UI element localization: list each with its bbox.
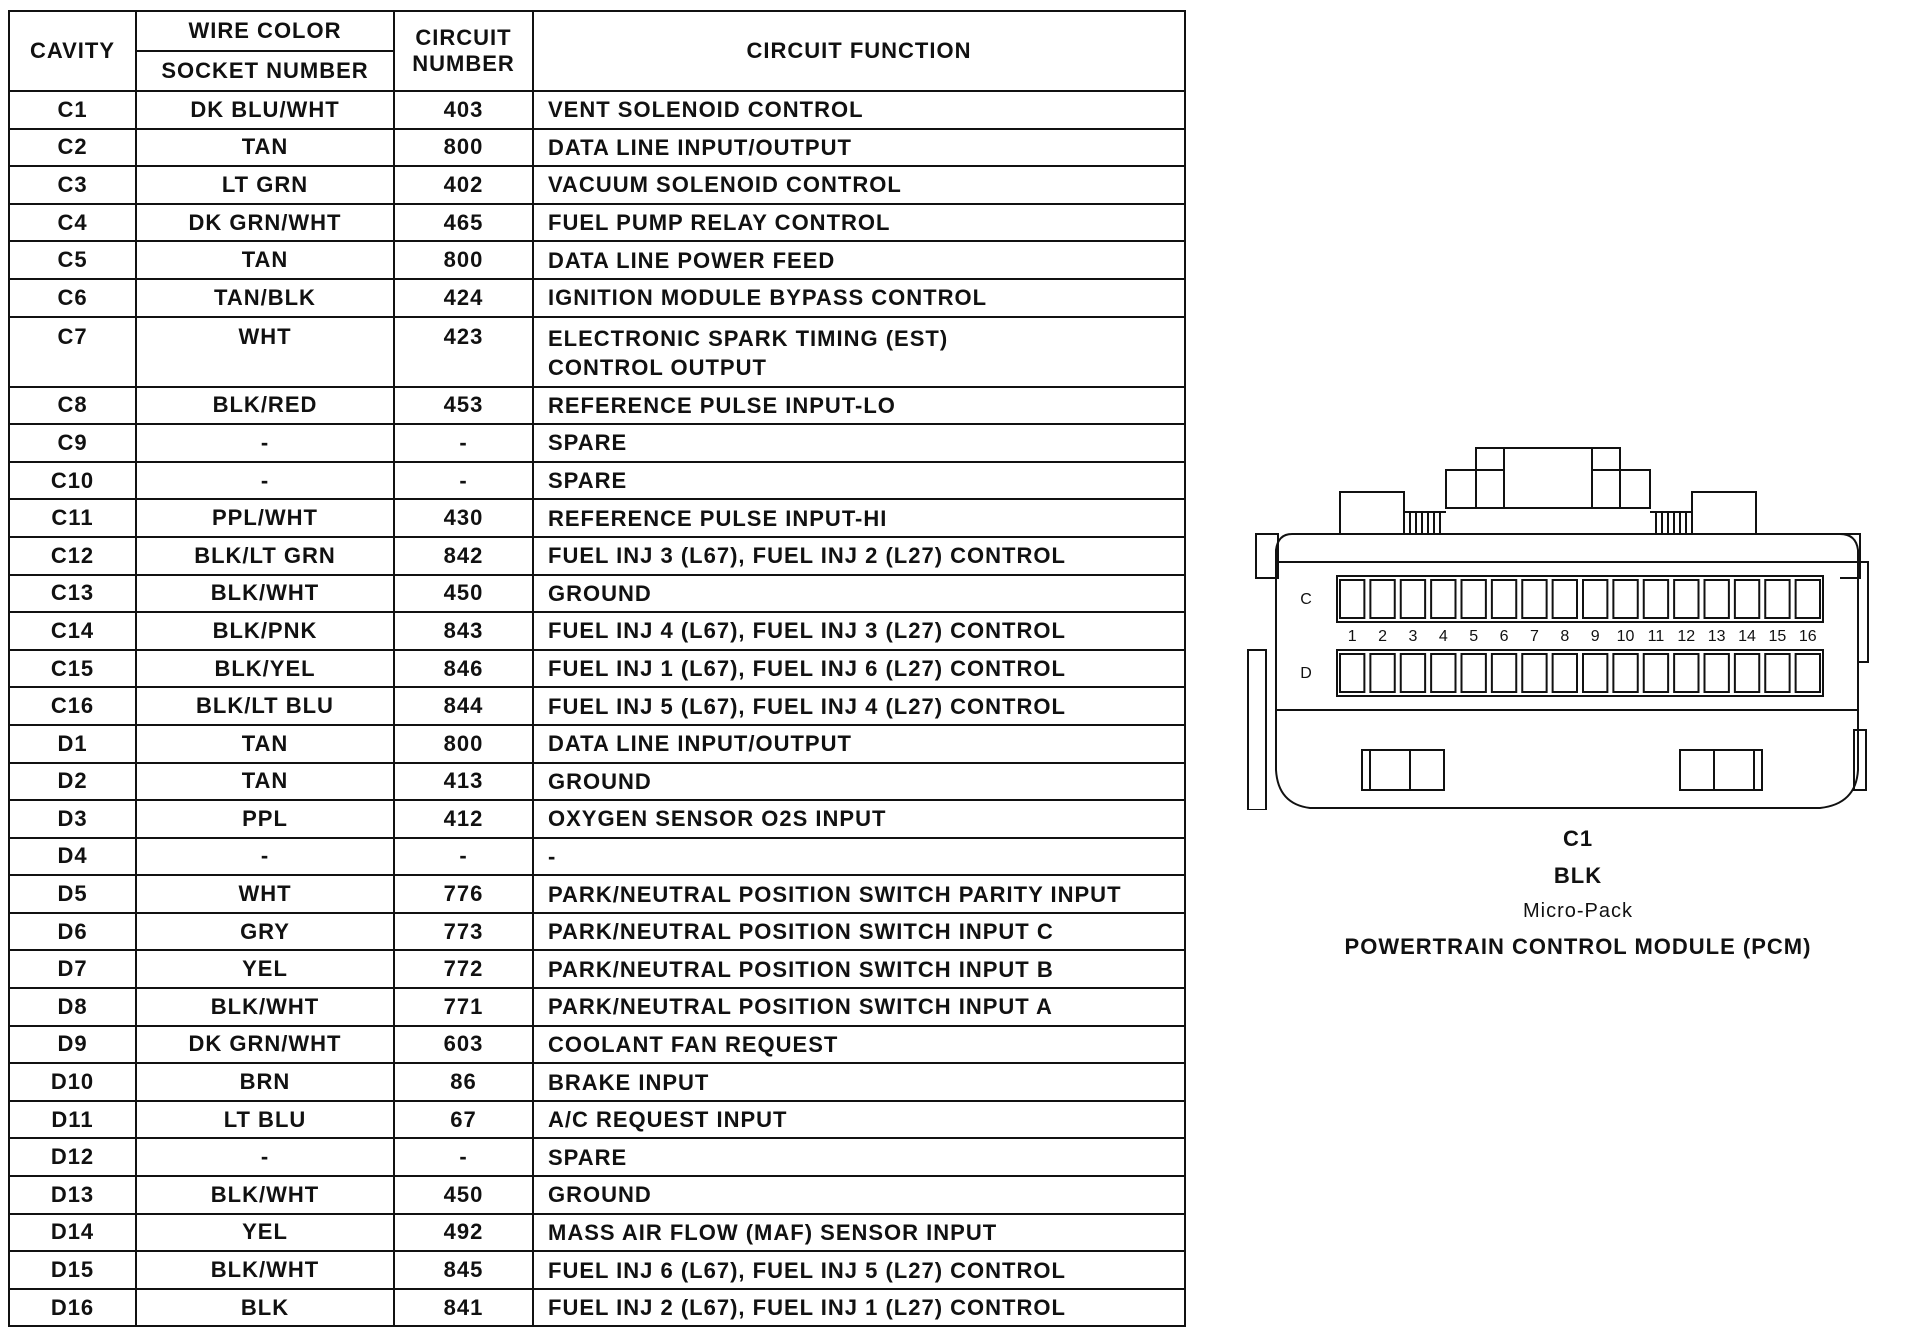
- connector-row-label: C: [1300, 591, 1312, 608]
- cavity-cell: C10: [9, 462, 136, 500]
- table-row: [9, 913, 1185, 951]
- circuit-function-line: PARK/NEUTRAL POSITION SWITCH INPUT C: [548, 919, 1054, 945]
- connector-cavity: [1401, 580, 1425, 618]
- table-row: [9, 612, 1185, 650]
- circuit-number-cell: 771: [394, 988, 533, 1026]
- cavity-cell: D4: [9, 838, 136, 876]
- circuit-function-line: GROUND: [548, 580, 652, 606]
- table-row: [9, 317, 1185, 387]
- header-circuit-number: [394, 11, 533, 91]
- wire-color-cell: LT BLU: [136, 1101, 394, 1139]
- connector-cavity: [1613, 580, 1637, 618]
- pinout-table: [8, 10, 1186, 1327]
- wire-color-cell: BLK/WHT: [136, 1176, 394, 1214]
- cavity-cell: C11: [9, 499, 136, 537]
- cavity-cell: C9: [9, 424, 136, 462]
- table-row: [9, 1176, 1185, 1214]
- circuit-number-cell: 67: [394, 1101, 533, 1139]
- circuit-function-line: VENT SOLENOID CONTROL: [548, 97, 864, 123]
- circuit-number-cell: 465: [394, 204, 533, 242]
- circuit-number-cell: 412: [394, 800, 533, 838]
- connector-cavity: [1522, 654, 1546, 692]
- circuit-function-cell: [533, 1176, 1185, 1214]
- circuit-number-cell: 453: [394, 387, 533, 425]
- circuit-number-cell: 403: [394, 91, 533, 129]
- connector-cavity: [1462, 580, 1486, 618]
- connector-cavity: [1431, 654, 1455, 692]
- wire-color-cell: DK GRN/WHT: [136, 204, 394, 242]
- wire-color-cell: WHT: [136, 317, 394, 387]
- wire-color-cell: BLK/LT BLU: [136, 687, 394, 725]
- header-circuit-number-line1: CIRCUIT: [415, 25, 512, 50]
- cavity-cell: C6: [9, 279, 136, 317]
- cavity-cell: C13: [9, 575, 136, 613]
- connector-cavity: [1674, 654, 1698, 692]
- circuit-function-cell: [533, 424, 1185, 462]
- circuit-function-line: ELECTRONIC SPARK TIMING (EST): [548, 325, 949, 351]
- connector-diagram: [1240, 440, 1916, 810]
- circuit-function-cell: [533, 1289, 1185, 1327]
- circuit-function-cell: [533, 838, 1185, 876]
- wire-color-cell: TAN/BLK: [136, 279, 394, 317]
- wire-color-cell: TAN: [136, 129, 394, 167]
- connector-bottom-right-lock: [1680, 750, 1762, 790]
- wire-color-cell: YEL: [136, 950, 394, 988]
- circuit-function-cell: [533, 988, 1185, 1026]
- wire-color-cell: BLK/RED: [136, 387, 394, 425]
- cavity-cell: D3: [9, 800, 136, 838]
- wire-color-cell: -: [136, 1138, 394, 1176]
- cavity-cell: C4: [9, 204, 136, 242]
- connector-module-name: POWERTRAIN CONTROL MODULE (PCM): [1344, 934, 1812, 959]
- circuit-function-line: IGNITION MODULE BYPASS CONTROL: [548, 285, 988, 311]
- connector-pin-number: 3: [1408, 628, 1418, 645]
- connector-cavity: [1765, 580, 1789, 618]
- table-row: [9, 950, 1185, 988]
- wire-color-cell: BLK/PNK: [136, 612, 394, 650]
- wire-color-cell: BRN: [136, 1063, 394, 1101]
- connector-pin-number: 8: [1560, 628, 1570, 645]
- connector-pin-number: 5: [1469, 628, 1479, 645]
- connector-pin-number: 16: [1798, 628, 1817, 645]
- circuit-number-cell: 402: [394, 166, 533, 204]
- circuit-number-cell: 413: [394, 763, 533, 801]
- connector-row-c-frame: [1337, 576, 1823, 622]
- circuit-number-cell: 845: [394, 1251, 533, 1289]
- circuit-function-cell: [533, 1251, 1185, 1289]
- table-row: [9, 424, 1185, 462]
- connector-cavity: [1553, 580, 1577, 618]
- table-row: [9, 1026, 1185, 1064]
- table-row: [9, 204, 1185, 242]
- connector-cavity: [1401, 654, 1425, 692]
- cavity-cell: C15: [9, 650, 136, 688]
- circuit-function-cell: [533, 725, 1185, 763]
- circuit-number-cell: 86: [394, 1063, 533, 1101]
- connector-pin-number: 2: [1378, 628, 1388, 645]
- connector-row-d-frame: [1337, 650, 1823, 696]
- circuit-function-line: PARK/NEUTRAL POSITION SWITCH INPUT B: [548, 956, 1054, 982]
- table-row: [9, 1138, 1185, 1176]
- circuit-number-cell: 772: [394, 950, 533, 988]
- table-row: [9, 241, 1185, 279]
- circuit-function-cell: [533, 91, 1185, 129]
- circuit-function-line: -: [548, 843, 557, 869]
- table-row: [9, 279, 1185, 317]
- circuit-function-line: FUEL INJ 5 (L67), FUEL INJ 4 (L27) CONTROL: [548, 693, 1066, 719]
- connector-pin-number: 14: [1738, 628, 1756, 645]
- cavity-cell: D16: [9, 1289, 136, 1327]
- connector-pin-number: 4: [1438, 628, 1448, 645]
- cavity-cell: D15: [9, 1251, 136, 1289]
- circuit-function-line: COOLANT FAN REQUEST: [548, 1031, 839, 1057]
- connector-pin-number: 15: [1768, 628, 1787, 645]
- circuit-function-line: FUEL INJ 1 (L67), FUEL INJ 6 (L27) CONTROL: [548, 656, 1066, 682]
- table-row: [9, 687, 1185, 725]
- table-row: [9, 462, 1185, 500]
- cavity-cell: D2: [9, 763, 136, 801]
- connector-cavity: [1553, 654, 1577, 692]
- circuit-number-cell: 844: [394, 687, 533, 725]
- connector-cavity: [1370, 654, 1394, 692]
- table-row: [9, 838, 1185, 876]
- circuit-function-cell: [533, 279, 1185, 317]
- pinout-table-body: [9, 91, 1185, 1326]
- circuit-function-cell: [533, 241, 1185, 279]
- connector-pin-number: 12: [1677, 628, 1696, 645]
- connector-cavity: [1492, 654, 1516, 692]
- table-row: [9, 650, 1185, 688]
- wire-color-cell: BLK/WHT: [136, 988, 394, 1026]
- circuit-function-line: MASS AIR FLOW (MAF) SENSOR INPUT: [548, 1219, 998, 1245]
- connector-top-latch-center: [1504, 448, 1592, 508]
- cavity-cell: C14: [9, 612, 136, 650]
- table-row: [9, 1214, 1185, 1252]
- header-wire-color: WIRE COLOR: [136, 11, 394, 51]
- connector-right-shoulder: [1692, 492, 1756, 534]
- connector-bottom-left-lock: [1362, 750, 1444, 790]
- circuit-number-cell: 450: [394, 1176, 533, 1214]
- cavity-cell: C2: [9, 129, 136, 167]
- connector-pin-number: 1: [1347, 628, 1357, 645]
- connector-cavity: [1644, 580, 1668, 618]
- wire-color-cell: GRY: [136, 913, 394, 951]
- connector-caption: [1240, 820, 1916, 966]
- table-row: [9, 875, 1185, 913]
- connector-pin-number: 10: [1616, 628, 1635, 645]
- cavity-cell: D10: [9, 1063, 136, 1101]
- connector-id: C1: [1562, 826, 1594, 851]
- circuit-function-cell: [533, 875, 1185, 913]
- circuit-number-cell: -: [394, 838, 533, 876]
- header-cavity: CAVITY: [9, 11, 136, 91]
- cavity-cell: C12: [9, 537, 136, 575]
- table-row: [9, 725, 1185, 763]
- connector-row-label: D: [1300, 665, 1312, 682]
- connector-color: BLK: [1553, 863, 1603, 888]
- wire-color-cell: WHT: [136, 875, 394, 913]
- wire-color-cell: BLK/WHT: [136, 575, 394, 613]
- connector-bottom-left-lock-inner: [1370, 750, 1410, 790]
- table-row: [9, 1289, 1185, 1327]
- connector-cavity: [1462, 654, 1486, 692]
- connector-pin-number: 6: [1499, 628, 1509, 645]
- connector-top-latch: [1476, 448, 1620, 508]
- wire-color-cell: -: [136, 838, 394, 876]
- wire-color-cell: BLK/LT GRN: [136, 537, 394, 575]
- circuit-function-line: PARK/NEUTRAL POSITION SWITCH PARITY INPUT: [548, 881, 1122, 907]
- circuit-number-cell: 843: [394, 612, 533, 650]
- circuit-function-cell: [533, 537, 1185, 575]
- circuit-function-cell: [533, 499, 1185, 537]
- circuit-function-cell: [533, 763, 1185, 801]
- connector-cavity: [1705, 654, 1729, 692]
- circuit-function-line: CONTROL OUTPUT: [548, 354, 767, 380]
- circuit-function-cell: [533, 317, 1185, 387]
- connector-pin-number: 11: [1647, 628, 1665, 645]
- connector-cavity: [1613, 654, 1637, 692]
- circuit-function-cell: [533, 650, 1185, 688]
- circuit-function-cell: [533, 800, 1185, 838]
- connector-cavity: [1674, 580, 1698, 618]
- circuit-number-cell: 842: [394, 537, 533, 575]
- connector-pin-number: 13: [1707, 628, 1726, 645]
- connector-pin-number: 9: [1590, 628, 1600, 645]
- connector-pin-number: 7: [1529, 628, 1539, 645]
- wire-color-cell: -: [136, 462, 394, 500]
- connector-cavity: [1340, 580, 1364, 618]
- wire-color-cell: BLK/YEL: [136, 650, 394, 688]
- circuit-function-cell: [533, 387, 1185, 425]
- cavity-cell: D7: [9, 950, 136, 988]
- header-circuit-function: CIRCUIT FUNCTION: [533, 11, 1185, 91]
- wire-color-cell: DK BLU/WHT: [136, 91, 394, 129]
- circuit-function-cell: [533, 166, 1185, 204]
- circuit-function-line: FUEL PUMP RELAY CONTROL: [548, 210, 891, 236]
- wire-color-cell: PPL/WHT: [136, 499, 394, 537]
- connector-type: Micro-Pack: [1522, 900, 1633, 922]
- circuit-number-cell: 430: [394, 499, 533, 537]
- connector-cavity: [1583, 580, 1607, 618]
- circuit-function-line: REFERENCE PULSE INPUT-HI: [548, 505, 888, 531]
- circuit-function-line: DATA LINE INPUT/OUTPUT: [548, 731, 852, 757]
- circuit-function-line: DATA LINE POWER FEED: [548, 247, 836, 273]
- circuit-number-cell: 424: [394, 279, 533, 317]
- connector-cavity: [1583, 654, 1607, 692]
- connector-cavity: [1644, 654, 1668, 692]
- circuit-number-cell: 603: [394, 1026, 533, 1064]
- table-row: [9, 1063, 1185, 1101]
- circuit-function-line: FUEL INJ 4 (L67), FUEL INJ 3 (L27) CONTROL: [548, 618, 1066, 644]
- table-row: [9, 537, 1185, 575]
- table-row: [9, 499, 1185, 537]
- circuit-function-line: GROUND: [548, 768, 652, 794]
- connector-cavity: [1796, 654, 1820, 692]
- circuit-function-line: SPARE: [548, 430, 628, 456]
- connector-cavity: [1735, 654, 1759, 692]
- circuit-function-cell: [533, 612, 1185, 650]
- circuit-function-cell: [533, 462, 1185, 500]
- circuit-function-line: FUEL INJ 3 (L67), FUEL INJ 2 (L27) CONTROL: [548, 543, 1066, 569]
- header-socket-number: SOCKET NUMBER: [136, 51, 394, 91]
- connector-cavity: [1765, 654, 1789, 692]
- circuit-function-cell: [533, 1026, 1185, 1064]
- circuit-number-cell: 423: [394, 317, 533, 387]
- wire-color-cell: BLK: [136, 1289, 394, 1327]
- circuit-function-cell: [533, 575, 1185, 613]
- circuit-number-cell: 841: [394, 1289, 533, 1327]
- table-row: [9, 1251, 1185, 1289]
- table-row: [9, 91, 1185, 129]
- wire-color-cell: TAN: [136, 241, 394, 279]
- circuit-function-line: SPARE: [548, 1144, 628, 1170]
- circuit-function-cell: [533, 913, 1185, 951]
- connector-bottom-right-lock-inner: [1714, 750, 1754, 790]
- table-row: [9, 575, 1185, 613]
- connector-left-shoulder: [1340, 492, 1404, 534]
- wire-color-cell: BLK/WHT: [136, 1251, 394, 1289]
- circuit-function-line: FUEL INJ 2 (L67), FUEL INJ 1 (L27) CONTROL: [548, 1295, 1066, 1321]
- cavity-cell: D1: [9, 725, 136, 763]
- table-row: [9, 800, 1185, 838]
- circuit-function-cell: [533, 204, 1185, 242]
- circuit-function-line: SPARE: [548, 468, 628, 494]
- connector-cavity: [1735, 580, 1759, 618]
- circuit-number-cell: 450: [394, 575, 533, 613]
- circuit-function-line: DATA LINE INPUT/OUTPUT: [548, 134, 852, 160]
- cavity-cell: C1: [9, 91, 136, 129]
- connector-right-ribs: [1650, 512, 1692, 534]
- cavity-cell: D13: [9, 1176, 136, 1214]
- circuit-function-cell: [533, 129, 1185, 167]
- cavity-cell: D9: [9, 1026, 136, 1064]
- table-row: [9, 166, 1185, 204]
- table-row: [9, 763, 1185, 801]
- circuit-function-cell: [533, 1138, 1185, 1176]
- circuit-function-line: OXYGEN SENSOR O2S INPUT: [548, 806, 887, 832]
- table-row: [9, 988, 1185, 1026]
- circuit-number-cell: -: [394, 1138, 533, 1176]
- wire-color-cell: DK GRN/WHT: [136, 1026, 394, 1064]
- circuit-number-cell: 800: [394, 725, 533, 763]
- circuit-function-line: FUEL INJ 6 (L67), FUEL INJ 5 (L27) CONTROL: [548, 1257, 1066, 1283]
- circuit-number-cell: -: [394, 424, 533, 462]
- circuit-number-cell: 776: [394, 875, 533, 913]
- cavity-cell: C7: [9, 317, 136, 387]
- circuit-function-line: PARK/NEUTRAL POSITION SWITCH INPUT A: [548, 994, 1053, 1020]
- header-circuit-number-line2: NUMBER: [412, 51, 515, 76]
- table-row: [9, 129, 1185, 167]
- circuit-function-cell: [533, 1101, 1185, 1139]
- circuit-number-cell: 773: [394, 913, 533, 951]
- cavity-cell: D12: [9, 1138, 136, 1176]
- connector-cavity: [1796, 580, 1820, 618]
- cavity-cell: D6: [9, 913, 136, 951]
- cavity-cell: C8: [9, 387, 136, 425]
- connector-cavity: [1370, 580, 1394, 618]
- circuit-number-cell: 800: [394, 241, 533, 279]
- circuit-function-line: A/C REQUEST INPUT: [548, 1107, 788, 1133]
- circuit-number-cell: -: [394, 462, 533, 500]
- circuit-function-cell: [533, 950, 1185, 988]
- wire-color-cell: PPL: [136, 800, 394, 838]
- circuit-function-line: GROUND: [548, 1182, 652, 1208]
- cavity-cell: C16: [9, 687, 136, 725]
- wire-color-cell: YEL: [136, 1214, 394, 1252]
- circuit-number-cell: 492: [394, 1214, 533, 1252]
- circuit-function-cell: [533, 687, 1185, 725]
- wire-color-cell: LT GRN: [136, 166, 394, 204]
- table-row: [9, 387, 1185, 425]
- cavity-cell: C3: [9, 166, 136, 204]
- circuit-function-line: BRAKE INPUT: [548, 1069, 710, 1095]
- circuit-function-line: VACUUM SOLENOID CONTROL: [548, 172, 902, 198]
- wire-color-cell: -: [136, 424, 394, 462]
- connector-cavity: [1340, 654, 1364, 692]
- wire-color-cell: TAN: [136, 763, 394, 801]
- connector-left-wing: [1256, 534, 1278, 578]
- wire-color-cell: TAN: [136, 725, 394, 763]
- connector-left-edge-tab: [1248, 650, 1266, 810]
- circuit-function-cell: [533, 1214, 1185, 1252]
- cavity-cell: D5: [9, 875, 136, 913]
- connector-cavity: [1522, 580, 1546, 618]
- connector-cavity: [1705, 580, 1729, 618]
- circuit-number-cell: 800: [394, 129, 533, 167]
- circuit-number-cell: 846: [394, 650, 533, 688]
- cavity-cell: D11: [9, 1101, 136, 1139]
- table-row: [9, 1101, 1185, 1139]
- cavity-cell: D14: [9, 1214, 136, 1252]
- connector-left-ribs: [1404, 512, 1446, 534]
- cavity-cell: D8: [9, 988, 136, 1026]
- circuit-function-cell: [533, 1063, 1185, 1101]
- circuit-function-line: REFERENCE PULSE INPUT-LO: [548, 392, 896, 418]
- connector-cavity: [1492, 580, 1516, 618]
- connector-cavity: [1431, 580, 1455, 618]
- cavity-cell: C5: [9, 241, 136, 279]
